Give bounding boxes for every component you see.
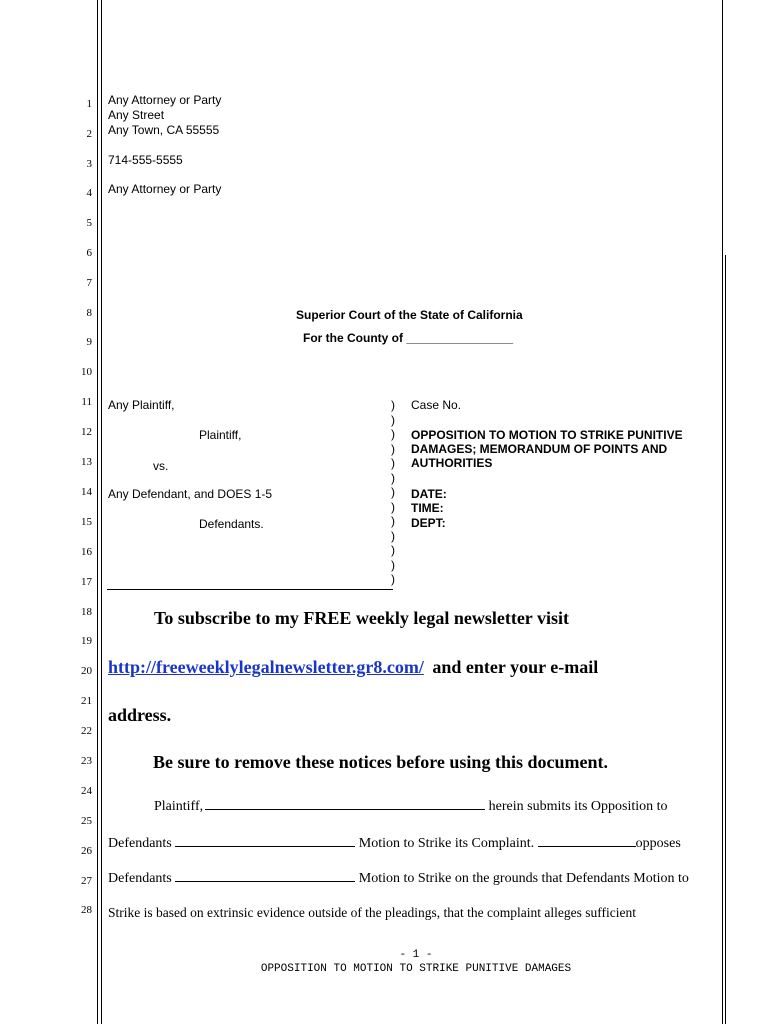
document-title-line-1: OPPOSITION TO MOTION TO STRIKE PUNITIVE — [411, 428, 683, 442]
body-line-2-start: Defendants — [108, 836, 172, 851]
line-number: 7 — [86, 277, 92, 289]
body-line-3 — [108, 869, 689, 887]
right-margin-rule — [722, 0, 723, 1024]
defendant-name-blank-1 — [175, 834, 355, 847]
newsletter-link[interactable]: http://freeweeklylegalnewsletter.gr8.com/ — [108, 657, 424, 677]
hearing-time-label: TIME: — [411, 501, 444, 515]
line-number: 10 — [81, 366, 92, 378]
court-county: For the County of ________________ — [303, 331, 514, 345]
plaintiff-name-blank-2 — [538, 834, 636, 847]
line-number: 3 — [86, 158, 92, 170]
line-number: 23 — [81, 755, 92, 767]
line-number: 13 — [81, 456, 92, 468]
defendant-name: Any Defendant, and DOES 1-5 — [108, 487, 273, 501]
line-number: 2 — [86, 128, 92, 140]
attorney-name: Any Attorney or Party — [108, 93, 222, 107]
line-number: 26 — [81, 845, 92, 857]
body-line-3-end: Motion to Strike on the grounds that Defendants Motion to — [358, 871, 689, 886]
plaintiff-role: Plaintiff, — [199, 428, 242, 442]
body-line-1-start: Plaintiff, — [154, 799, 204, 814]
body-line-2-end: opposes — [635, 836, 681, 851]
footer-title: OPPOSITION TO MOTION TO STRIKE PUNITIVE DAMAGES — [260, 963, 572, 975]
line-number: 8 — [86, 307, 92, 319]
right-edge-rule — [725, 255, 726, 1024]
hearing-dept-label: DEPT: — [411, 516, 446, 530]
line-number: 1 — [86, 98, 92, 110]
line-number: 18 — [81, 606, 92, 618]
line-number: 9 — [86, 336, 92, 348]
body-line-2-middle: Motion to Strike its Complaint. — [358, 836, 535, 851]
line-number: 24 — [81, 785, 92, 797]
attorney-phone: 714-555-5555 — [108, 153, 183, 167]
document-title-line-2: DAMAGES; MEMORANDUM OF POINTS AND — [411, 442, 668, 456]
newsletter-notice-line-2-rest: and enter your e-mail — [432, 657, 599, 677]
caption-bottom-rule — [107, 589, 393, 590]
case-number-label: Case No. — [411, 398, 462, 412]
left-margin-rule-inner — [101, 0, 102, 1024]
hearing-date-label: DATE: — [411, 487, 447, 501]
newsletter-notice-line-1: To subscribe to my FREE weekly legal newsletter visit — [154, 608, 569, 628]
line-number: 20 — [81, 665, 92, 677]
body-line-1 — [154, 797, 668, 815]
attorney-for: Any Attorney or Party — [108, 182, 222, 196]
body-line-2 — [108, 834, 681, 852]
caption-parentheses: ) ) ) ) ) ) ) ) ) ) ) ) ) — [391, 398, 395, 586]
page-number: - 1 - — [399, 949, 433, 961]
document-title-line-3: AUTHORITIES — [411, 456, 493, 470]
newsletter-notice-line-3: address. — [108, 705, 172, 725]
line-number: 11 — [81, 396, 92, 408]
plaintiff-name-blank — [205, 797, 485, 810]
line-number: 12 — [81, 426, 92, 438]
line-number: 27 — [81, 875, 92, 887]
body-line-4: Strike is based on extrinsic evidence outside of the pleadings, that the complaint alleges sufficient — [108, 905, 636, 920]
versus: vs. — [153, 459, 169, 473]
defendant-name-blank-2 — [175, 869, 355, 882]
remove-notice-warning: Be sure to remove these notices before using this document. — [153, 752, 608, 772]
body-line-1-end: herein submits its Opposition to — [488, 799, 668, 814]
line-number: 5 — [86, 217, 92, 229]
attorney-street: Any Street — [108, 108, 165, 122]
line-number: 15 — [81, 516, 92, 528]
defendant-role: Defendants. — [199, 517, 264, 531]
newsletter-notice-line-2 — [108, 657, 598, 677]
line-number: 22 — [81, 725, 92, 737]
line-number: 14 — [81, 486, 92, 498]
line-number: 28 — [81, 904, 92, 916]
line-number: 4 — [86, 187, 92, 199]
line-number: 16 — [81, 546, 92, 558]
left-margin-rule-outer — [97, 0, 98, 1024]
line-number: 6 — [86, 247, 92, 259]
plaintiff-name: Any Plaintiff, — [108, 398, 175, 412]
line-number: 21 — [81, 695, 92, 707]
line-number: 19 — [81, 635, 92, 647]
court-name: Superior Court of the State of California — [296, 308, 523, 322]
line-number: 25 — [81, 815, 92, 827]
body-line-3-start: Defendants — [108, 871, 172, 886]
line-number: 17 — [81, 576, 92, 588]
attorney-city: Any Town, CA 55555 — [108, 123, 220, 137]
